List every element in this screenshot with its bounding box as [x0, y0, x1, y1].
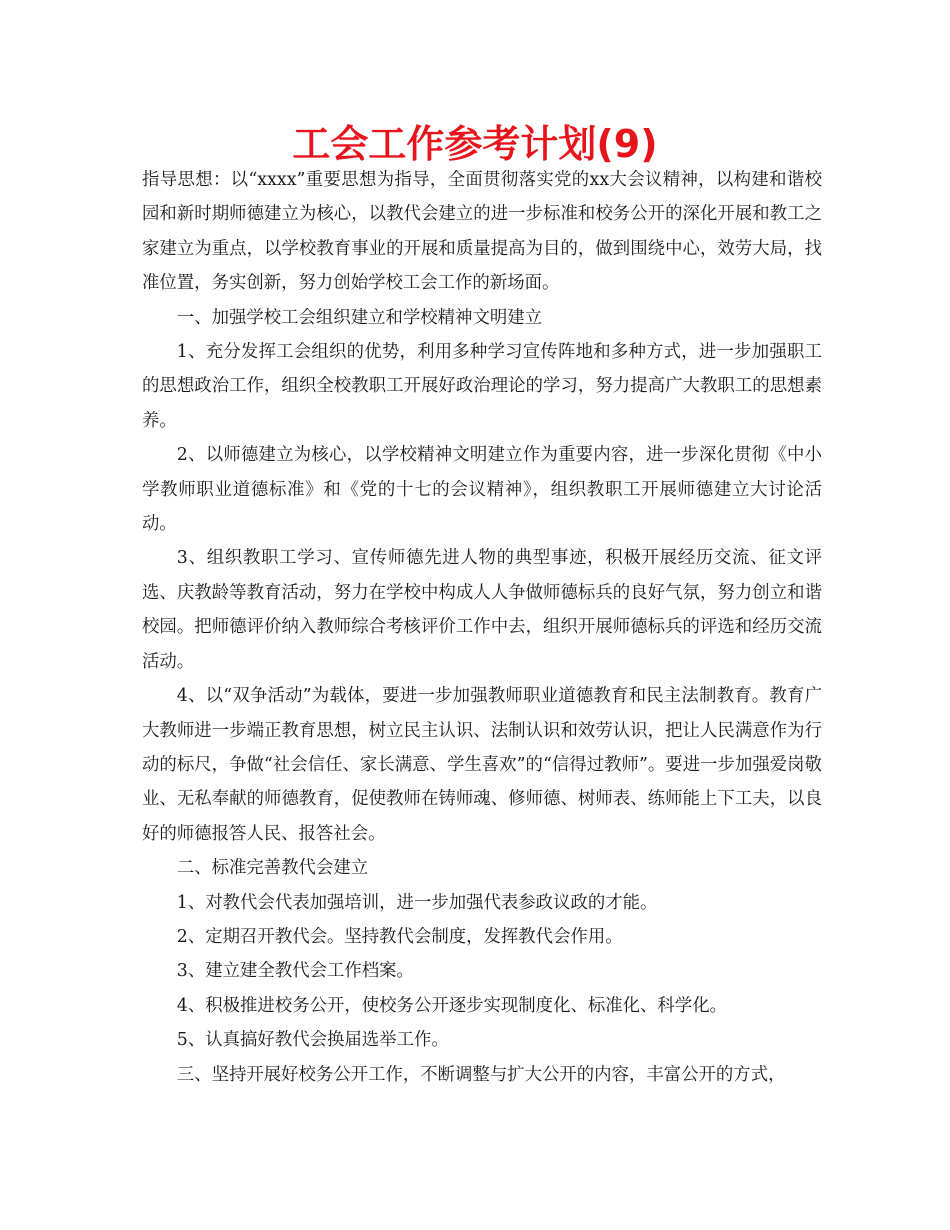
paragraph-item: 2、定期召开教代会。坚持教代会制度，发挥教代会作用。: [176, 926, 623, 947]
paragraph-item: 3、建立建全教代会工作档案。: [176, 961, 414, 982]
section-heading-1: 一、加强学校工会组织建立和学校精神文明建立: [176, 307, 543, 328]
paragraph-item: 2、以师德建立为核心，以学校精神文明建立作为重要内容，进一步深化贯彻《中小学教师职业道德标准》和《党的十七的会议精神》，组织教职工开展师德建立大讨论活动。: [142, 445, 822, 535]
section-heading-3: 三、坚持开展好校务公开工作，不断调整与扩大公开的内容，丰富公开的方式，: [176, 1064, 786, 1085]
paragraph-item: 1、充分发挥工会组织的优势，利用多种学习宣传阵地和多种方式，进一步加强职工的思想政治工作，组织全校教职工开展好政治理论的学习，努力提高广大教职工的思想素养。: [142, 342, 822, 431]
document-title: 工会工作参考计划(9): [292, 122, 658, 166]
paragraph-item: 4、以“双争活动”为载体，要进一步加强教师职业道德教育和民主法制教育。教育广大教师进一步端正教育思想，树立民主认识、法制认识和效劳认识，把让人民满意作为行动的标尺，争做“社会信任、家长满意、学生喜欢”的“信得过教师”。要进一步加强爱岗敬业、无私奉献的师德教育，促使教师在铸师魂、修师德、树师表、练师能上下工夫，以良好的师德报答人民、报答社会。: [142, 686, 822, 844]
section-heading-2: 二、标准完善教代会建立: [176, 858, 369, 879]
paragraph-item: 3、组织教职工学习、宣传师德先进人物的典型事迹，积极开展经历交流、征文评选、庆教龄等教育活动，努力在学校中构成人人争做师德标兵的良好气氛，努力创立和谐校园。把师德评价纳入教师综合考核评价工作中去，组织开展师德标兵的评选和经历交流活动。: [142, 548, 822, 672]
paragraph-item: 5、认真搞好教代会换届选举工作。: [176, 1030, 449, 1051]
paragraph-item: 1、对教代会代表加强培训，进一步加强代表参政议政的才能。: [176, 892, 658, 913]
document-body: [142, 163, 822, 1092]
paragraph-guiding-thought: 指导思想：以“xxxx”重要思想为指导，全面贯彻落实党的xx大会议精神，以构建和谐校园和新时期师德建立为核心，以教代会建立的进一步标准和校务公开的深化开展和教工之家建立为重点，以学校教育事业的开展和质量提高为目的，做到围绕中心，效劳大局，找准位置，务实创新，努力创始学校工会工作的新场面。: [142, 170, 822, 294]
paragraph-item: 4、积极推进校务公开，使校务公开逐步实现制度化、标准化、科学化。: [176, 995, 727, 1016]
